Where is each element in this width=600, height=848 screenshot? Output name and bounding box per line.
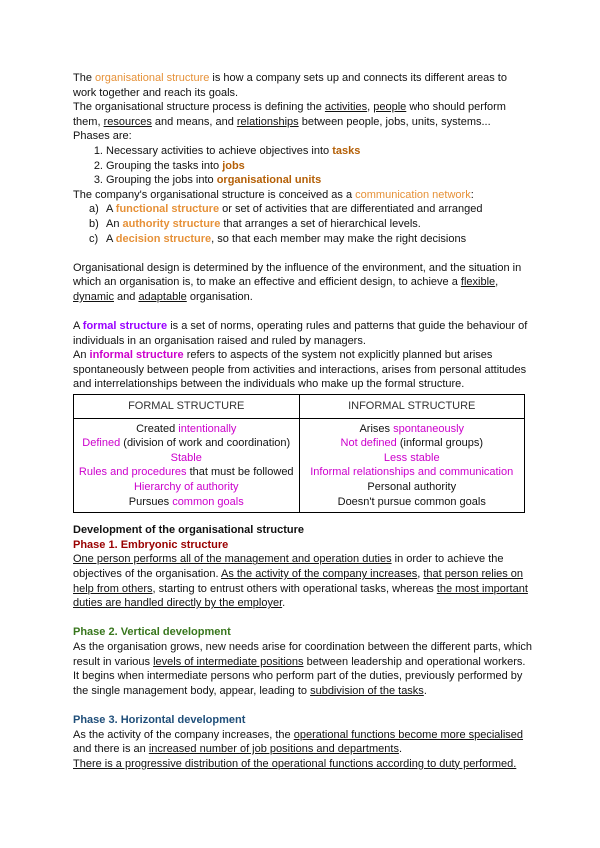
structures-list: [73, 202, 533, 246]
table-row: Created intentionally: [136, 422, 237, 435]
process-paragraph: The organisational structure process is defining the activities, people who should perform them, resources and means, and relationships between people, jobs, units, systems...: [73, 101, 506, 128]
list-item: 1. Necessary activities to achieve objectives into tasks: [93, 144, 361, 157]
table-header-informal: INFORMAL STRUCTURE: [299, 395, 525, 419]
table-row: Rules and procedures that must be followed: [78, 466, 294, 479]
phase3-distribution: There is a progressive distribution of the operational functions according to duty performed.: [73, 757, 517, 770]
phase2-paragraph: As the organisation grows, new needs arise for coordination between the different parts, which result in various levels of intermediate positions between leadership and operational workers. It begins when intermediate persons who perform part of the duties, previously performed by the single management body, appear, leading to subdivision of the tasks.: [73, 640, 533, 697]
list-item: 2. Grouping the tasks into jobs: [93, 159, 245, 172]
development-heading: Development of the organisational structure: [73, 524, 305, 537]
phase2-heading: Phase 2. Vertical development: [73, 626, 231, 639]
conceived-paragraph: The company's organisational structure is conceived as a communication network:: [73, 188, 474, 201]
phase1-heading: Phase 1. Embryonic structure: [73, 538, 229, 551]
design-paragraph: Organisational design is determined by the influence of the environment, and the situation in which an organisation is, to make an effective and efficient design, to achieve a flexible, dynamic and adaptable organisation.: [73, 261, 522, 303]
informal-cell: [299, 418, 525, 513]
list-item: 3. Grouping the jobs into organisational units: [93, 174, 322, 187]
structure-comparison-table: [73, 394, 525, 513]
table-row: Not defined (informal groups): [340, 437, 483, 450]
phase3-paragraph: As the activity of the company increases, the operational functions become more specialised and there is an increased number of job positions and departments.: [73, 728, 524, 756]
list-item: a) A functional structure or set of activities that are differentiated and arranged: [89, 203, 483, 216]
intro-paragraph: The organisational structure is how a company sets up and connects its different areas to work together and reach its goals.: [73, 72, 507, 99]
table-row: Arises spontaneously: [359, 422, 465, 435]
table-row: Hierarchy of authority: [133, 481, 239, 494]
list-item: b) An authority structure that arranges a set of hierarchical levels.: [89, 217, 421, 230]
table-row: Stable: [170, 451, 202, 464]
phase3-heading: Phase 3. Horizontal development: [73, 713, 246, 726]
formal-cell: [74, 418, 300, 513]
phase1-paragraph: One person performs all of the management and operation duties in order to achieve the objectives of the organisation. As the activity of the company increases, that person relies on help from others, starting to entrust others with operational tasks, whereas the most important duties are handled directly by the employer.: [73, 553, 528, 610]
informal-paragraph: An informal structure refers to aspects of the system not explicitly planned but arises spontaneously between people from activities and interactions, arises from personal attitudes and interrelationships between the individuals who make up the formal structure.: [73, 349, 527, 391]
table-row: Personal authority: [367, 481, 457, 494]
highlight-term: organisational structure: [95, 72, 210, 84]
phases-label: Phases are:: [73, 130, 132, 143]
formal-paragraph: A formal structure is a set of norms, operating rules and patterns that guide the behaviour of individuals in an organisation raised and ruled by managers.: [73, 320, 528, 347]
table-row: Informal relationships and communication: [310, 466, 514, 479]
phases-list: [73, 144, 533, 188]
table-header-formal: FORMAL STRUCTURE: [74, 395, 300, 419]
document-page: [73, 71, 533, 771]
table-row: Less stable: [383, 451, 440, 464]
list-item: c) A decision structure, so that each member may make the right decisions: [89, 232, 467, 245]
table-row: Defined (division of work and coordination): [82, 437, 291, 450]
table-row: Doesn't pursue common goals: [337, 495, 486, 508]
table-row: Pursues common goals: [128, 495, 244, 508]
